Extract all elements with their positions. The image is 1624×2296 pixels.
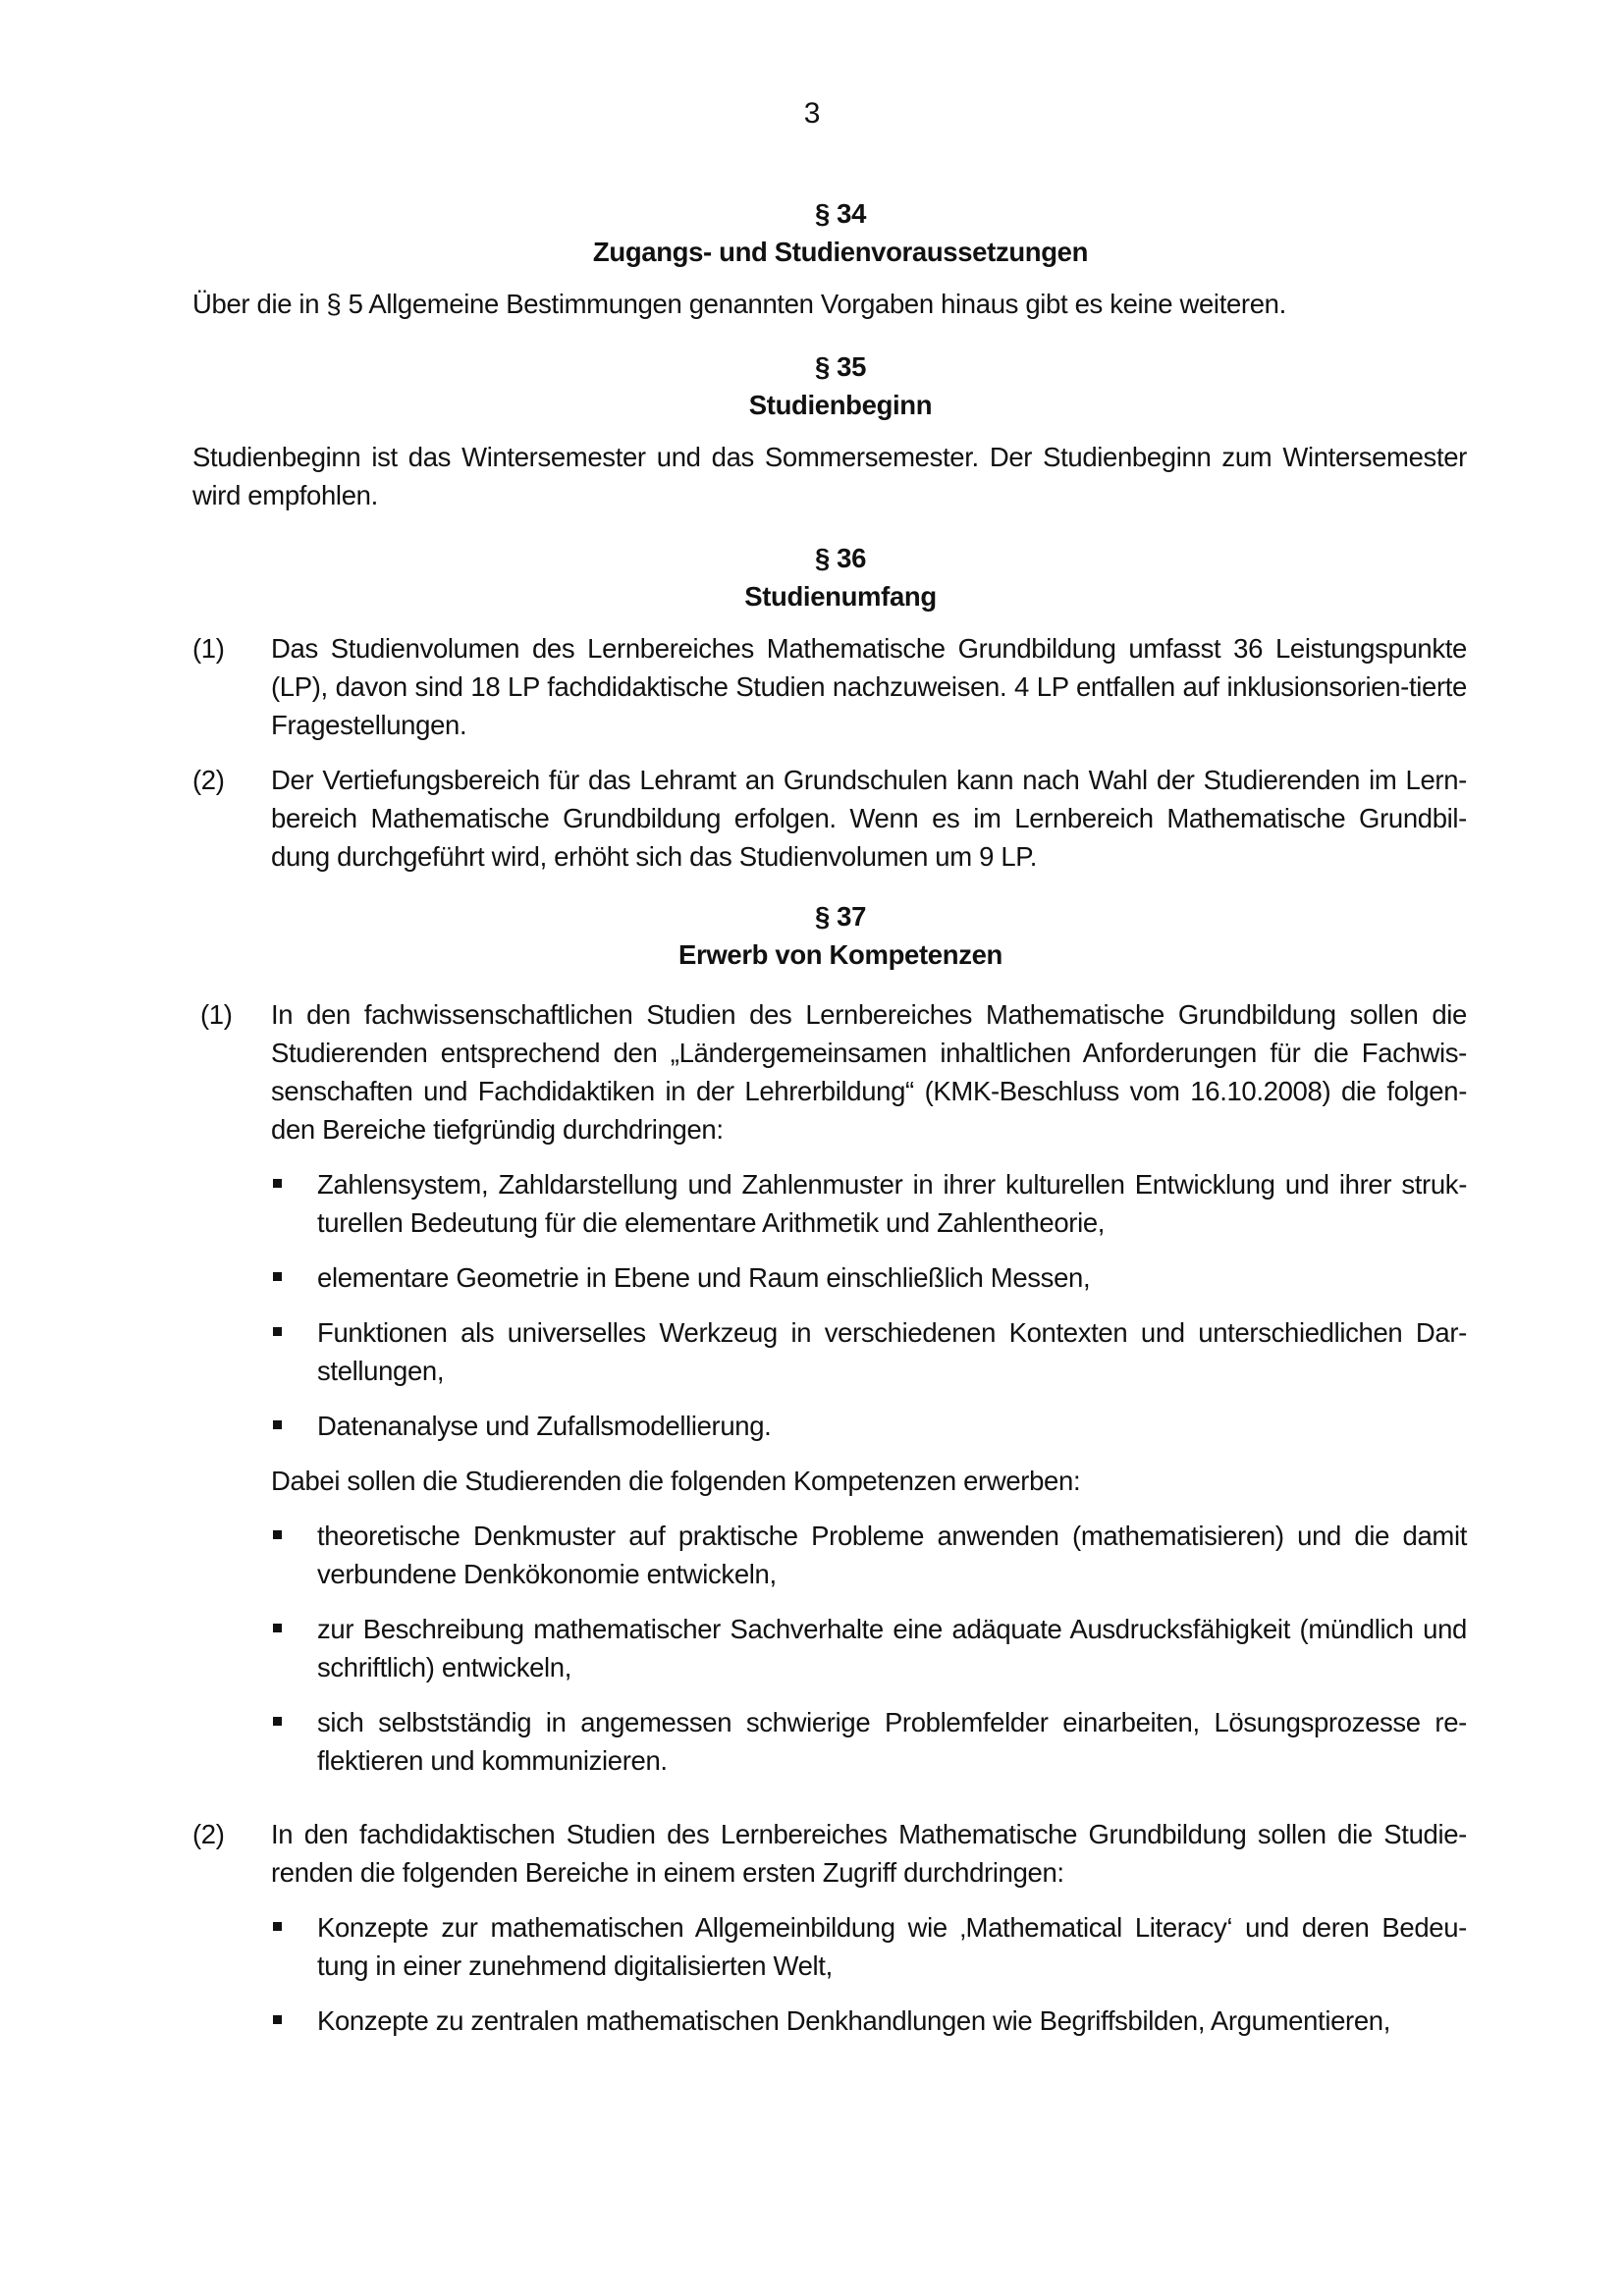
section-number: § 35 [814, 351, 867, 382]
section-37-item-2 [192, 1815, 1467, 2040]
list-item-text: sich selbstständig in angemessen schwierige Problemfelder einarbeiten, Lösungsprozesse re-flektieren und kommunizieren. [317, 1707, 1467, 1776]
list-item [271, 1610, 1467, 1686]
list-item [271, 2002, 1467, 2040]
item-text: In den fachdidaktischen Studien des Lernbereiches Mathematische Grundbildung sollen die Studie-renden die folgenden Bereiche in einem ersten Zugriff durchdringen: [271, 1819, 1467, 1888]
section-heading-34 [214, 194, 1467, 271]
list-item-text: theoretische Denkmuster auf praktische Probleme anwenden (mathematisieren) und die damit verbundene Denkökonomie entwickeln, [317, 1521, 1467, 1589]
list-item-text: elementare Geometrie in Ebene und Raum einschließlich Messen, [317, 1262, 1091, 1293]
item-number: (1) [192, 633, 225, 664]
list-item-text: Konzepte zur mathematischen Allgemeinbildung wie ‚Mathematical Literacy‘ und deren Bedeu-tung in einer zunehmend digitalisierten Welt, [317, 1912, 1467, 1981]
square-bullet-icon [271, 1517, 317, 1555]
list-item [271, 1908, 1467, 1985]
list-item [271, 1313, 1467, 1390]
square-bullet-icon [271, 1908, 317, 1947]
section-34-paragraph: Über die in § 5 Allgemeine Bestimmungen genannten Vorgaben hinaus gibt es keine weiteren. [192, 289, 1286, 319]
section-heading-35 [214, 347, 1467, 424]
list-item [271, 1165, 1467, 1242]
item-body [271, 1815, 1467, 2040]
square-bullet-icon [271, 1610, 317, 1648]
section-35-paragraph: Studienbeginn ist das Wintersemester und das Sommersemester. Der Studienbeginn zum Wintersemester wird empfohlen. [192, 442, 1467, 510]
section-36-item-1 [192, 629, 1467, 744]
list-item-text: Datenanalyse und Zufallsmodellierung. [317, 1411, 772, 1441]
item-number: (2) [192, 1819, 225, 1849]
section-37-item-1 [192, 995, 1467, 1780]
document-content [192, 194, 1467, 2040]
list-item-text: Konzepte zu zentralen mathematischen Denkhandlungen wie Begriffsbilden, Argumentieren, [317, 2005, 1391, 2036]
item-text: Das Studienvolumen des Lernbereiches Mathematische Grundbildung umfasst 36 Leistungspunkte (LP), davon sind 18 LP fachdidaktische Studien nachzuweisen. 4 LP entfallen auf inklusionsorien-tierte Fragestellungen. [271, 633, 1467, 740]
square-bullet-icon [271, 1165, 317, 1203]
item-text: Der Vertiefungsbereich für das Lehramt an Grundschulen kann nach Wahl der Studierenden im Lern-bereich Mathematische Grundbildung erfolgen. Wenn es im Lernbereich Mathematische Grundbil-dung durchgeführt wird, erhöht sich das Studienvolumen um 9 LP. [271, 765, 1467, 872]
section-title: Zugangs- und Studienvoraussetzungen [592, 237, 1089, 267]
bullet-list [271, 1908, 1467, 2040]
section-title: Studienumfang [744, 581, 937, 612]
section-number: § 34 [814, 198, 867, 229]
item-number: (1) [200, 999, 233, 1030]
list-item [271, 1703, 1467, 1780]
list-item [271, 1407, 1467, 1445]
section-heading-36 [214, 539, 1467, 615]
square-bullet-icon [271, 1258, 317, 1297]
list-item-text: zur Beschreibung mathematischer Sachverhalte eine adäquate Ausdrucksfähigkeit (mündlich und schriftlich) entwickeln, [317, 1614, 1467, 1682]
square-bullet-icon [271, 1703, 317, 1741]
bullet-list [271, 1165, 1467, 1445]
section-number: § 37 [814, 901, 867, 932]
square-bullet-icon [271, 1407, 317, 1445]
bullet-list [271, 1517, 1467, 1780]
section-36-item-2 [192, 761, 1467, 876]
square-bullet-icon [271, 2002, 317, 2040]
list-item [271, 1517, 1467, 1593]
page-number: 3 [803, 97, 821, 130]
section-title: Erwerb von Kompetenzen [678, 939, 1002, 970]
section-number: § 36 [814, 543, 867, 573]
section-title: Studienbeginn [748, 390, 933, 420]
item-sub-text: Dabei sollen die Studierenden die folgenden Kompetenzen erwerben: [271, 1466, 1081, 1496]
item-body [271, 995, 1467, 1780]
item-number: (2) [192, 765, 225, 795]
section-heading-37 [214, 897, 1467, 974]
list-item-text: Zahlensystem, Zahldarstellung und Zahlenmuster in ihrer kulturellen Entwicklung und ihrer struk-turellen Bedeutung für die elementare Arithmetik und Zahlentheorie, [317, 1169, 1467, 1238]
item-text: In den fachwissenschaftlichen Studien des Lernbereiches Mathematische Grundbildung sollen die Studierenden entsprechend den „Ländergemeinsamen inhaltlichen Anforderungen für die Fachwis-senschaften und Fachdidaktiken in der Lehrerbildung“ (KMK-Beschluss vom 16.10.2008) die folgen-den Bereiche tiefgründig durchdringen: [271, 999, 1467, 1145]
list-item [271, 1258, 1467, 1297]
list-item-text: Funktionen als universelles Werkzeug in verschiedenen Kontexten und unterschiedlichen Dar-stellungen, [317, 1317, 1467, 1386]
square-bullet-icon [271, 1313, 317, 1352]
